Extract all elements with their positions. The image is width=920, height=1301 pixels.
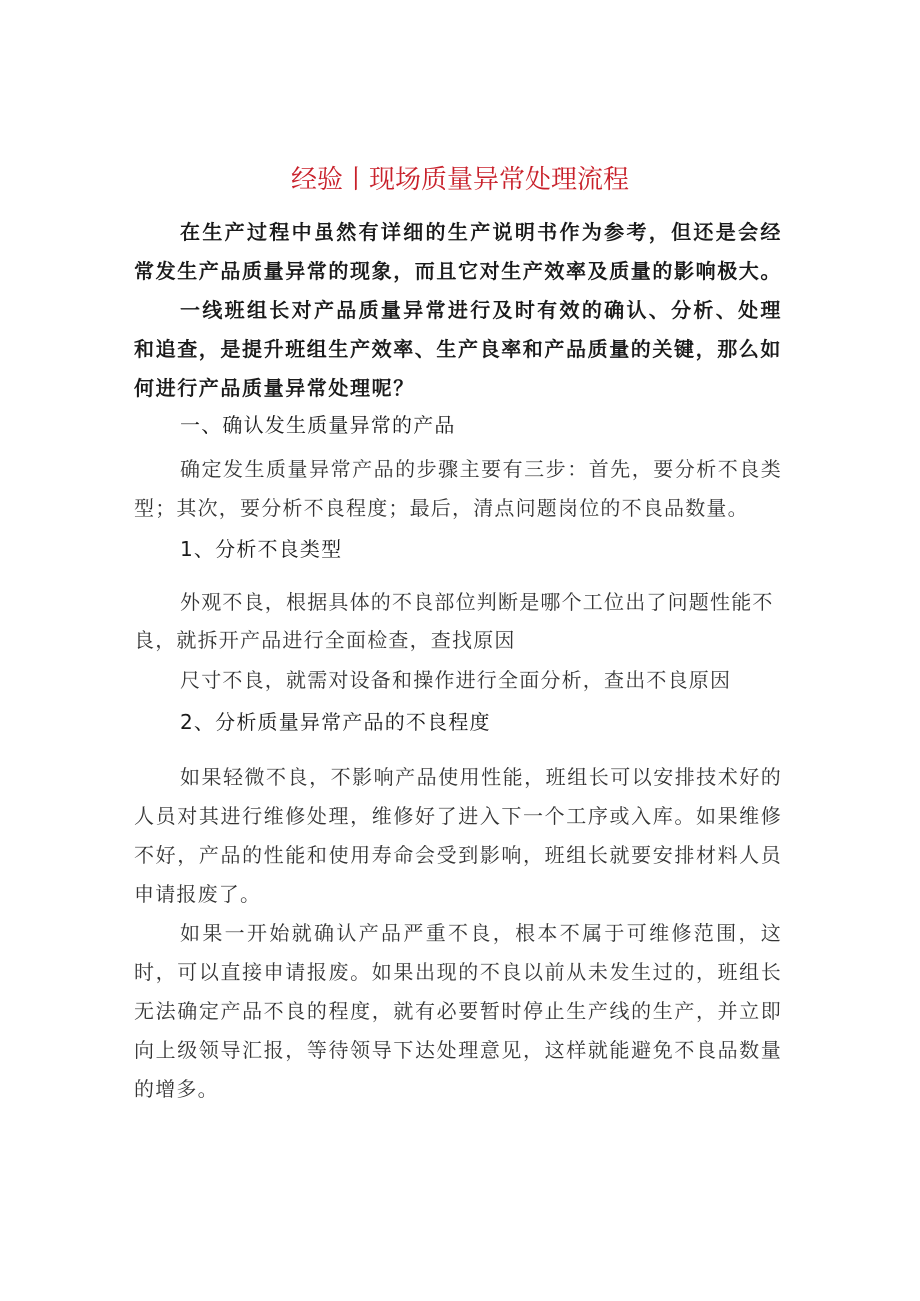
subsection-1-heading: 1、分析不良类型 <box>180 537 343 561</box>
section-1-paragraph: 确定发生质量异常产品的步骤主要有三步：首先，要分析不良类型；其次，要分析不良程度；最后，清点问题岗位的不良品数量。 <box>134 457 782 520</box>
subsection-1-line-2: 良，就拆开产品进行全面检查，查找原因 <box>134 628 516 652</box>
subsection-2-heading: 2、分析质量异常产品的不良程度 <box>180 710 491 734</box>
section-1-heading: 一、确认发生质量异常的产品 <box>180 413 456 437</box>
intro-paragraph-2: 一线班组长对产品质量异常进行及时有效的确认、分析、处理和追查，是提升班组生产效率、生产良率和产品质量的关键，那么如何进行产品质量异常处理呢？ <box>134 298 782 400</box>
document-title: 经验丨现场质量异常处理流程 <box>290 165 629 195</box>
subsection-1-line-3: 尺寸不良，就需对设备和操作进行全面分析，查出不良原因 <box>180 668 732 692</box>
subsection-2-paragraph-2: 如果一开始就确认产品严重不良，根本不属于可维修范围，这时，可以直接申请报废。如果出现的不良以前从未发生过的，班组长无法确定产品不良的程度，就有必要暂时停止生产线的生产，并立即向上级领导汇报，等待领导下达处理意见，这样就能避免不良品数量的增多。 <box>134 921 782 1101</box>
intro-paragraph-1: 在生产过程中虽然有详细的生产说明书作为参考，但还是会经常发生产品质量异常的现象，而且它对生产效率及质量的影响极大。 <box>134 220 782 283</box>
subsection-1-line-1: 外观不良，根据具体的不良部位判断是哪个工位出了问题性能不 <box>180 590 774 614</box>
subsection-2-paragraph-1: 如果轻微不良，不影响产品使用性能，班组长可以安排技术好的人员对其进行维修处理，维修好了进入下一个工序或入库。如果维修不好，产品的性能和使用寿命会受到影响，班组长就要安排材料人员申请报废了。 <box>134 765 782 906</box>
